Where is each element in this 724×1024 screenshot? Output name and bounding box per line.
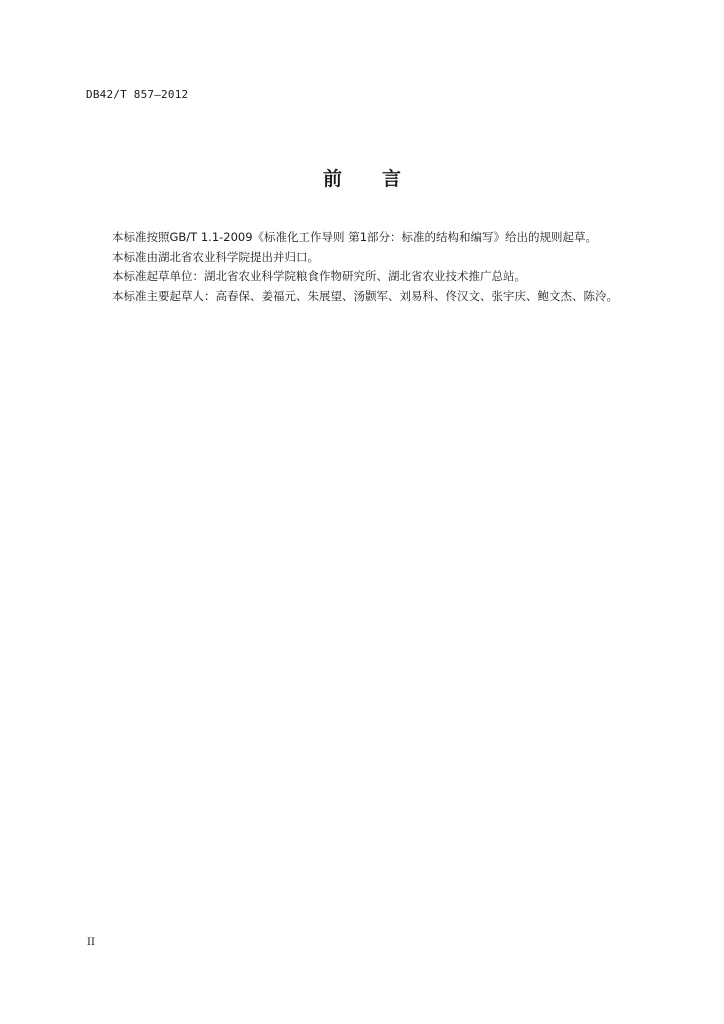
page-number: II	[87, 937, 95, 948]
foreword-body	[112, 228, 682, 306]
paragraph-drafters: 本标准主要起草人：高春保、姜福元、朱展望、汤颢军、刘易科、佟汉文、张宇庆、鲍文杰、陈泠。	[112, 288, 618, 303]
page-title: 前言	[322, 168, 441, 190]
standard-code: DB42/T 857—2012	[86, 88, 189, 101]
paragraph-drafting-units: 本标准起草单位：湖北省农业科学院粮食作物研究所、湖北省农业技术推广总站。	[112, 269, 526, 283]
paragraph-proposer: 本标准由湖北省农业科学院提出并归口。	[112, 249, 319, 264]
paragraph-drafting-rules: 本标准按照GB/T 1.1-2009《标准化工作导则 第1部分：标准的结构和编写》给出的规则起草。	[112, 230, 598, 244]
